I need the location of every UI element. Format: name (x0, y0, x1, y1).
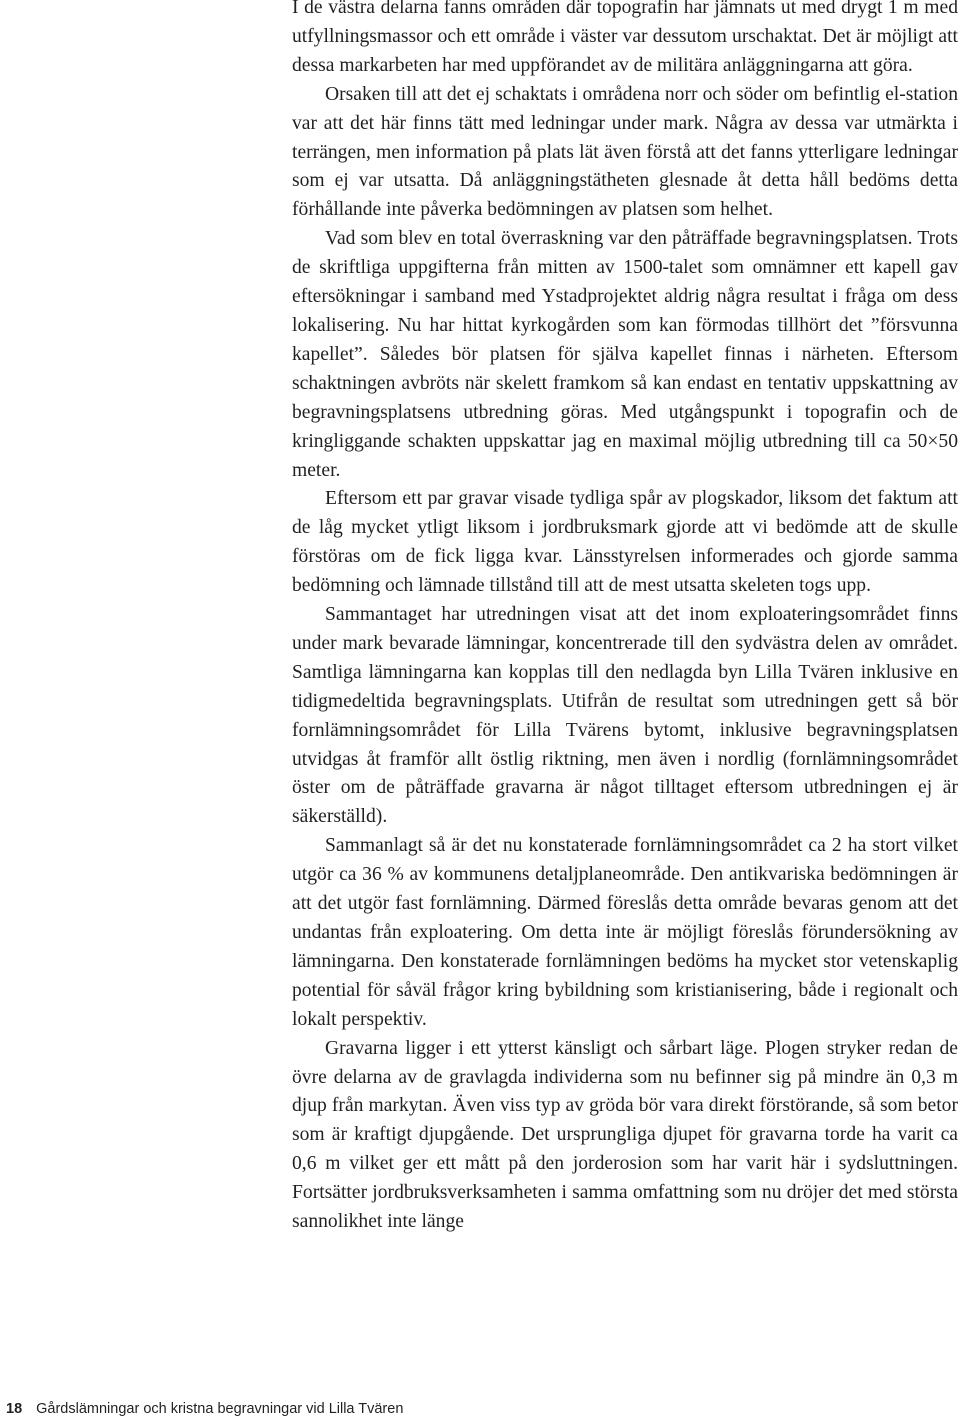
running-title: Gårdslämningar och kristna begravningar vid Lilla Tvären (36, 1401, 404, 1417)
page-footer (6, 1401, 403, 1423)
paragraph: Orsaken till att det ej schaktats i områdena norr och söder om befintlig el-station var att det här finns tätt med ledningar under mark. Några av dessa var utmärkta i terrängen, men information på plats lät även förstå att det fanns ytterligare ledningar som ej var utsatta. Då anläggningstätheten glesnade åt detta håll bedöms detta förhållande inte påverka bedömningen av platsen som helhet. (292, 83, 958, 221)
page-number: 18 (6, 1401, 23, 1417)
paragraph: Sammanlagt så är det nu konstaterade fornlämningsområdet ca 2 ha stort vilket utgör ca 36 % av kommunens detaljplaneområde. Den antikvariska bedömningen är att det utgör fast fornlämning. Därmed föreslås detta område bevaras genom att det undantas från exploatering. Om detta inte är möjligt föreslås förundersökning av lämningarna. Den konstaterade fornlämningen bedöms ha mycket stor vetenskaplig potential för såväl frågor kring bybildning som kristianisering, både i regionalt och lokalt perspektiv. (292, 835, 958, 1030)
paragraph: I de västra delarna fanns områden där topografin har jämnats ut med drygt 1 m med utfyllningsmassor och ett område i väster var dessutom urschaktat. Det är möjligt att dessa markarbeten har med uppförandet av de militära anläggningarna att göra. (292, 0, 958, 76)
paragraph: Eftersom ett par gravar visade tydliga spår av plogskador, liksom det faktum att de låg mycket ytligt liksom i jordbruksmark gjorde att vi bedömde att de skulle förstöras om de fick ligga kvar. Länsstyrelsen informerades och gjorde samma bedömning och lämnade tillstånd till att de mest utsatta skeleten togs upp. (292, 488, 958, 597)
paragraph: Sammantaget har utredningen visat att det inom exploateringsområdet finns under mark bevarade lämningar, koncentrerade till den sydvästra delen av området. Samtliga lämningarna kan kopplas till den nedlagda byn Lilla Tvären inklusive en tidigmedeltida begravningsplats. Utifrån de resultat som utredningen gett så bör fornlämningsområdet för Lilla Tvärens bytomt, inklusive begravningsplatsen utvidgas åt framför allt östlig riktning, men även i nordlig (fornlämningsområdet öster om de påträffade gravarna är något tilltaget eftersom utbredningen ej är säkerställd). (292, 604, 958, 828)
body-text (292, 0, 958, 1237)
paragraph: Gravarna ligger i ett ytterst känsligt och sårbart läge. Plogen stryker redan de övre delarna av de gravlagda individerna som nu befinner sig på mindre än 0,3 m djup från markytan. Även viss typ av gröda bör vara direkt förstörande, så som betor som är kraftigt djupgående. Det ursprungliga djupet för gravarna torde ha varit ca 0,6 m vilket ger ett mått på den jorderosion som har varit här i sydsluttningen. Fortsätter jordbruksverksamheten i samma omfattning som nu dröjer det med största sannolikhet inte länge (292, 1037, 958, 1233)
paragraph: Vad som blev en total överraskning var den påträffade begravningsplatsen. Trots de skriftliga uppgifterna från mitten av 1500-talet som omnämner ett kapell gav eftersökningar i samband med Ystadprojektet aldrig några resultat i fråga om dess lokalisering. Nu har hittat kyrkogården som kan förmodas tillhört det ”försvunna kapellet”. Således bör platsen för själva kapellet finnas i närheten. Eftersom schaktningen avbröts när skelett framkom så kan endast en tentativ uppskattning av begravningsplatsens utbredning göras. Med utgångspunkt i topografin och de kringliggande schakten uppskattar jag en maximal möjlig utbredning till ca 50×50 meter. (292, 228, 958, 481)
